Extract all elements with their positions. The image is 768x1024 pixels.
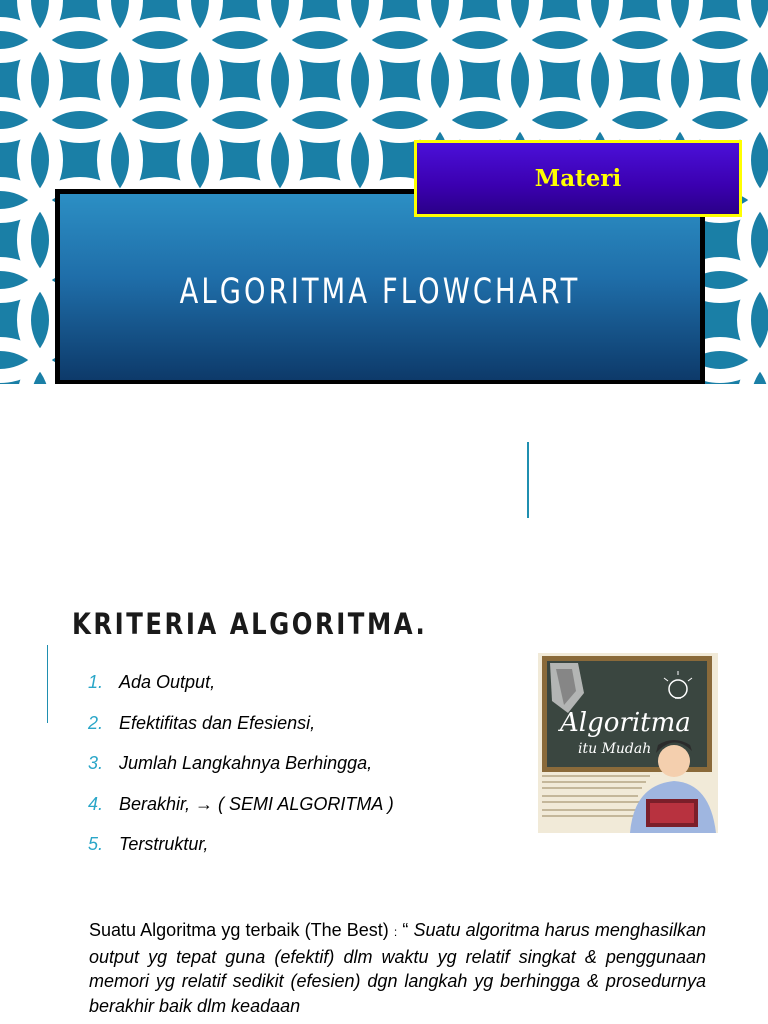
- list-item: [88, 834, 394, 875]
- description-paragraph: [89, 918, 706, 1018]
- list-number: 3.: [88, 753, 104, 773]
- list-number: 1.: [88, 672, 104, 692]
- paragraph-lead: Suatu Algoritma yg terbaik (The Best): [89, 920, 394, 940]
- criteria-list: [88, 672, 394, 875]
- accent-line: [527, 442, 529, 518]
- list-text: Jumlah Langkahnya Berhingga,: [119, 753, 373, 773]
- paragraph-quote: Suatu algoritma harus menghasilkan output yg tepat guna (efektif) dlm waktu yg relatif singkat & penggunaan memori yg relatif sedikit (efesien) dgn langkah yg berhingga & prosedurnya berakhir baik dlm keadaan: [89, 920, 706, 1016]
- materi-label: Materi: [534, 165, 622, 192]
- list-text: Ada Output,: [119, 672, 216, 692]
- list-item: [88, 753, 394, 794]
- list-item: [88, 713, 394, 754]
- materi-badge[interactable]: [414, 140, 742, 217]
- list-text: Berakhir, → ( SEMI ALGORITMA ): [119, 793, 394, 814]
- title-slide: [0, 0, 768, 384]
- paragraph-separator: :: [393, 925, 398, 939]
- list-text: Terstruktur,: [119, 834, 209, 854]
- list-number: 4.: [88, 793, 104, 814]
- list-number: 2.: [88, 712, 104, 733]
- paragraph-quote-mark: “: [397, 920, 409, 940]
- book-cover-illustration: [538, 653, 718, 833]
- left-accent-line: [47, 645, 48, 723]
- illustration-title: Algoritma: [560, 708, 691, 738]
- section-title: KRITERIA ALGORITMA.: [72, 607, 428, 641]
- list-number: 5.: [88, 834, 104, 854]
- list-item: [88, 794, 394, 835]
- list-text: Efektifitas dan Efesiensi,: [119, 712, 316, 733]
- illustration-subtitle: itu Mudah: [578, 741, 652, 757]
- slide-title: ALGORITMA FLOWCHART: [179, 272, 581, 312]
- title-box: [55, 189, 705, 384]
- list-item: [88, 672, 394, 713]
- criteria-slide: [0, 384, 768, 1024]
